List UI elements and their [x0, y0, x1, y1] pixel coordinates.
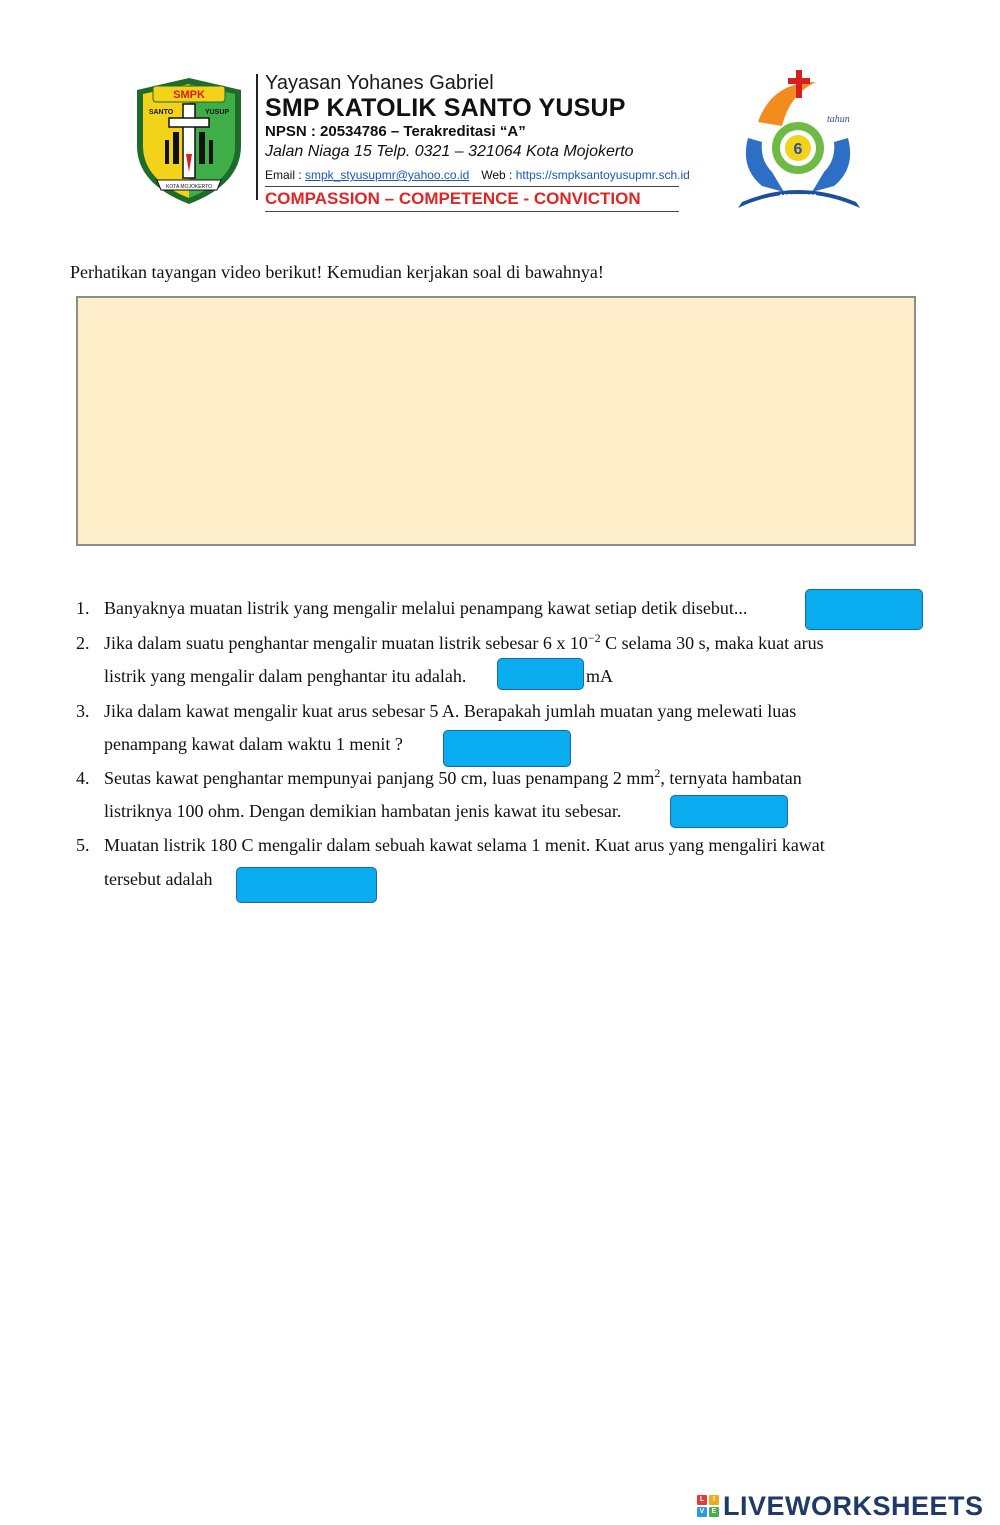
answer-input-4[interactable] — [670, 795, 788, 828]
letterhead-divider — [256, 74, 258, 200]
question-text-part: C selama 30 s, maka kuat arus — [600, 633, 824, 653]
letterhead — [265, 70, 735, 212]
video-embed[interactable] — [76, 296, 916, 546]
question-text: Banyaknya muatan listrik yang mengalir melalui penampang kawat setiap detik disebut... — [104, 598, 748, 618]
npsn-line: NPSN : 20534786 – Terakreditasi “A” — [265, 123, 526, 140]
anniversary-logo — [732, 68, 864, 214]
school-crest-logo — [133, 76, 245, 206]
answer-unit: mA — [586, 666, 613, 686]
crest-ribbon-text: KOTA MOJOKERTO — [166, 184, 212, 190]
contact-line — [265, 165, 735, 185]
foundation-name: Yayasan Yohanes Gabriel — [265, 72, 494, 94]
grid-letter: L — [697, 1495, 707, 1505]
email-label: Email : — [265, 168, 306, 182]
answer-input-2[interactable] — [497, 658, 584, 690]
question-text: Jika dalam kawat mengalir kuat arus sebesar 5 A. Berapakah jumlah muatan yang melewati luas — [104, 701, 797, 721]
instruction-text: Perhatikan tayangan video berikut! Kemudian kerjakan soal di bawahnya! — [70, 262, 604, 282]
answer-input-3[interactable] — [443, 730, 571, 767]
grid-letter: V — [697, 1507, 707, 1517]
question-text: Muatan listrik 180 C mengalir dalam sebuah kawat selama 1 menit. Kuat arus yang mengaliri kawat — [104, 835, 825, 855]
question-text: penampang kawat dalam waktu 1 menit ? — [104, 734, 403, 754]
exponent: −2 — [587, 631, 601, 645]
grid-letter: I — [709, 1495, 719, 1505]
question-number: 5. — [76, 835, 90, 855]
answer-input-1[interactable] — [805, 589, 923, 630]
liveworksheets-brand: LIVEWORKSHEETS — [723, 1490, 984, 1521]
question-text: tersebut adalah — [104, 869, 213, 889]
anniversary-word: tahun — [827, 114, 850, 125]
crest-top-text: SMPK — [173, 89, 205, 101]
question-number: 1. — [76, 598, 90, 618]
answer-input-5[interactable] — [236, 867, 377, 903]
anniversary-number: 6 — [793, 141, 803, 158]
question-number: 4. — [76, 768, 90, 788]
school-motto: COMPASSION – COMPETENCE - CONVICTION — [265, 189, 641, 208]
question-number: 3. — [76, 701, 90, 721]
liveworksheets-logo[interactable] — [697, 1490, 984, 1522]
crest-left-text: SANTO — [148, 109, 174, 116]
question-text — [104, 632, 824, 654]
web-link[interactable]: https://smpksantoyusupmr.sch.id — [515, 168, 690, 182]
school-address: Jalan Niaga 15 Telp. 0321 – 321064 Kota Mojokerto — [265, 143, 634, 160]
question-number: 2. — [76, 633, 90, 653]
exponent: 2 — [654, 766, 661, 780]
question-text-part: Seutas kawat penghantar mempunyai panjang 50 cm, luas penampang 2 mm — [104, 768, 655, 788]
question-text: listrik yang mengalir dalam penghantar itu adalah. — [104, 666, 467, 686]
question-text: listriknya 100 ohm. Dengan demikian hambatan jenis kawat itu sebesar. — [104, 801, 622, 821]
liveworksheets-grid-icon — [697, 1495, 719, 1517]
grid-letter: E — [709, 1507, 719, 1517]
anniversary-years: 1956 - 2022 — [779, 194, 817, 201]
web-label: Web : — [481, 168, 516, 182]
question-text-part: , ternyata hambatan — [660, 768, 802, 788]
crest-right-text: YUSUP — [204, 109, 230, 116]
question-text-part: Jika dalam suatu penghantar mengalir muatan listrik sebesar 6 x 10 — [104, 633, 588, 653]
school-name: SMP KATOLIK SANTO YUSUP — [265, 94, 626, 122]
question-text — [104, 767, 802, 789]
email-link[interactable]: smpk_styusupmr@yahoo.co.id — [305, 168, 470, 182]
motto-rule-bottom — [265, 211, 679, 212]
